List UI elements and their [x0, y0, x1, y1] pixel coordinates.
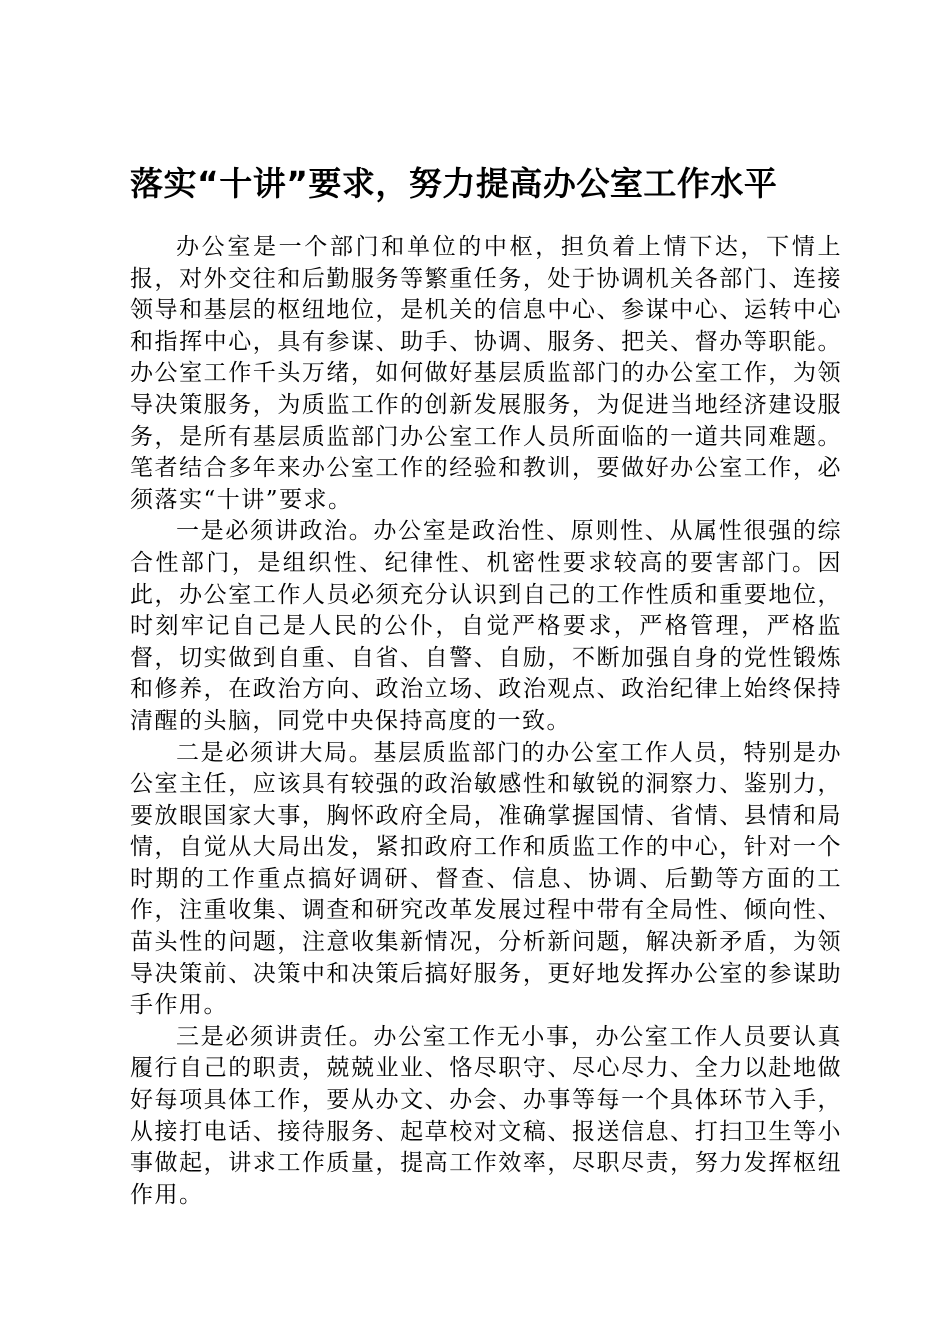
paragraph-overall-situation: 二是必须讲大局。基层质监部门的办公室工作人员，特别是办公室主任，应该具有较强的政治敏感性和敏锐的洞察力、鉴别力，要放眼国家大事，胸怀政府全局，准确掌握国情、省情、县情和局情，自觉从大局出发，紧扣政府工作和质监工作的中心，针对一个时期的工作重点搞好调研、督查、信息、协调、后勤等方面的工作，注重收集、调查和研究改革发展过程中带有全局性、倾向性、苗头性的问题，注意收集新情况，分析新问题，解决新矛盾，为领导决策前、决策中和决策后搞好服务，更好地发挥办公室的参谋助手作用。	[130, 739, 842, 1019]
document-body	[130, 232, 842, 1211]
paragraph-politics: 一是必须讲政治。办公室是政治性、原则性、从属性很强的综合性部门，是组织性、纪律性、机密性要求较高的要害部门。因此，办公室工作人员必须充分认识到自己的工作性质和重要地位，时刻牢记自己是人民的公仆，自觉严格要求，严格管理，严格监督，切实做到自重、自省、自警、自励，不断加强自身的党性锻炼和修养，在政治方向、政治立场、政治观点、政治纪律上始终保持清醒的头脑，同党中央保持高度的一致。	[130, 518, 842, 734]
paragraph-responsibility: 三是必须讲责任。办公室工作无小事，办公室工作人员要认真履行自己的职责，兢兢业业、恪尽职守、尽心尽力、全力以赴地做好每项具体工作，要从办文、办会、办事等每一个具体环节入手，从接打电话、接待服务、起草校对文稿、报送信息、打扫卫生等小事做起，讲求工作质量，提高工作效率，尽职尽责，努力发挥枢纽作用。	[130, 1023, 842, 1208]
paragraph-intro: 办公室是一个部门和单位的中枢，担负着上情下达，下情上报，对外交往和后勤服务等繁重任务，处于协调机关各部门、连接领导和基层的枢纽地位，是机关的信息中心、参谋中心、运转中心和指挥中心，具有参谋、助手、协调、服务、把关、督办等职能。办公室工作千头万绪，如何做好基层质监部门的办公室工作，为领导决策服务，为质监工作的创新发展服务，为促进当地经济建设服务，是所有基层质监部门办公室工作人员所面临的一道共同难题。笔者结合多年来办公室工作的经验和教训，要做好办公室工作，必须落实“十讲”要求。	[130, 234, 842, 513]
document-title: 落实“十讲”要求，努力提高办公室工作水平	[130, 164, 778, 203]
